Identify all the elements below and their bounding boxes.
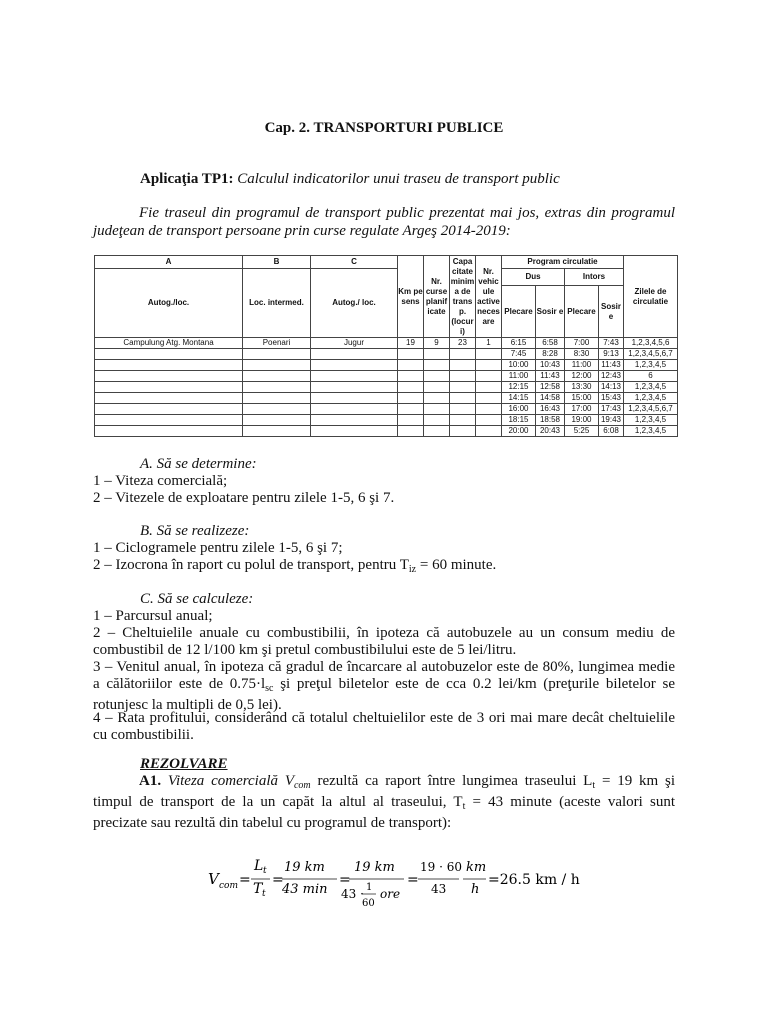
cell-empty: [424, 426, 450, 437]
cell-empty: [311, 426, 398, 437]
cell-empty: [95, 360, 243, 371]
table-row: [95, 349, 678, 360]
col-header-plecare-dus: Plecare: [502, 286, 536, 338]
cell-empty: [398, 382, 424, 393]
a1-text-3: = 43 minute (aceste valori sunt precizate sau rezultă din tabelul cu programul de transport):: [93, 794, 676, 831]
section-a-heading: A. Să se determine:: [140, 456, 257, 472]
page-title: Cap. 2. TRANSPORTURI PUBLICE: [264, 120, 504, 136]
formula-f3-ore: ore: [380, 887, 401, 901]
cell-empty: [476, 426, 502, 437]
cell-zile: 1,2,3,4,5: [624, 415, 678, 426]
cell-empty: [398, 415, 424, 426]
cell-loc-intermed: Poenari: [243, 338, 311, 349]
cell-empty: [424, 404, 450, 415]
cell-empty: [243, 404, 311, 415]
section-c-item-3-text-end: şi preţul biletelor este de cca 0.2 lei/km (preţurile biletelor se rotunjesc la multipli de 0,5 lei).: [93, 676, 675, 713]
cell-curse: 9: [424, 338, 450, 349]
cell-sosire-dus: 12:58: [536, 382, 565, 393]
cell-empty: [95, 349, 243, 360]
cell-sosire-intors: 14:13: [599, 382, 624, 393]
col-header-capacitate: Capa citate minim a de trans p. (locur i): [450, 256, 475, 336]
section-b-item-2-text-end: = 60 minute.: [416, 557, 497, 573]
a1-paragraph: [93, 773, 675, 832]
col-header-autog-2: Autog./ loc.: [311, 269, 398, 338]
cell-zile: 1,2,3,4,5,6: [624, 338, 678, 349]
col-header-km: Km pe sens: [398, 256, 424, 338]
cell-sosire-dus: 11:43: [536, 371, 565, 382]
cell-empty: [450, 393, 476, 404]
table-row: [95, 426, 678, 437]
schedule-table: [94, 255, 678, 437]
cell-empty: [243, 426, 311, 437]
cell-empty: [450, 360, 476, 371]
cell-empty: [398, 371, 424, 382]
formula-eq-2: =: [272, 872, 284, 888]
a1-text-2: = 19 km şi timpul de transport de la un capăt la altul al traseului, T: [93, 773, 675, 810]
intro-paragraph: Fie traseul din programul de transport public prezentat mai jos, extras din programul judeţean de transport persoane prin curse regulate Argeş 2014-2019:: [93, 205, 675, 239]
section-b-item-2-sub: iz: [408, 564, 417, 575]
cell-empty: [398, 404, 424, 415]
formula-f3-den-a: 43 ·: [341, 887, 364, 901]
application-subtitle: Calculul indicatorilor unui traseu de transport public: [237, 171, 560, 187]
formula-v: V: [208, 870, 219, 888]
section-a-item-2: 2 – Vitezele de exploatare pentru zilele 1-5, 6 şi 7.: [93, 490, 395, 506]
formula-tt: T: [253, 881, 263, 897]
cell-sosire-intors: 15:43: [599, 393, 624, 404]
cell-empty: [424, 371, 450, 382]
formula-f5-den: h: [471, 882, 480, 897]
col-header-vehicule: Nr. vehic ule active neces are: [476, 256, 502, 338]
cell-plecare-intors: 5:25: [565, 426, 599, 437]
cell-sosire-intors: 6:08: [599, 426, 624, 437]
col-header-c: C: [311, 256, 398, 269]
cell-sosire-dus: 8:28: [536, 349, 565, 360]
formula-f4-den: 43: [431, 882, 447, 896]
cell-sosire-intors: 9:13: [599, 349, 624, 360]
cell-empty: [311, 349, 398, 360]
cell-plecare-intors: 15:00: [565, 393, 599, 404]
table-body: [95, 338, 678, 437]
cell-plecare-dus: 7:45: [502, 349, 536, 360]
cell-empty: [398, 349, 424, 360]
section-b-item-2-text: 2 – Izocrona în raport cu polul de transport, pentru T: [93, 557, 409, 573]
cell-plecare-dus: 6:15: [502, 338, 536, 349]
cell-sosire-intors: 17:43: [599, 404, 624, 415]
cell-plecare-dus: 14:15: [502, 393, 536, 404]
cell-empty: [95, 393, 243, 404]
cell-zile: 1,2,3,4,5,6,7: [624, 349, 678, 360]
col-header-a: A: [95, 256, 243, 269]
cell-empty: [450, 426, 476, 437]
velocity-formula: [206, 856, 580, 916]
cell-zile: 6: [624, 371, 678, 382]
section-c-item-3-text: 3 – Venitul anual, în ipoteza că gradul de încarcare al autobuzelor este de 80%, lungimea medie a călătoriilor este de 0.75·l: [93, 659, 675, 692]
a1-text-1: rezultă ca raport între lungimea traseului L: [310, 773, 593, 789]
cell-sosire-dus: 18:58: [536, 415, 565, 426]
cell-sosire-dus: 20:43: [536, 426, 565, 437]
cell-empty: [424, 382, 450, 393]
cell-sosire-dus: 10:43: [536, 360, 565, 371]
cell-empty: [243, 360, 311, 371]
formula-eq-4: =: [407, 872, 419, 888]
cell-empty: [311, 382, 398, 393]
cell-km: 19: [398, 338, 424, 349]
formula-lt-sub: t: [263, 866, 267, 876]
application-title: [140, 171, 560, 188]
cell-empty: [424, 349, 450, 360]
cell-zile: 1,2,3,4,5: [624, 426, 678, 437]
cell-plecare-intors: 19:00: [565, 415, 599, 426]
section-c-item-1: 1 – Parcursul anual;: [93, 608, 213, 624]
section-c-heading: C. Să se calculeze:: [140, 591, 254, 607]
table-row: [95, 371, 678, 382]
cell-empty: [95, 415, 243, 426]
section-b-heading: B. Să se realizeze:: [140, 523, 250, 539]
section-b-item-1: 1 – Ciclogramele pentru zilele 1-5, 6 şi 7;: [93, 540, 343, 556]
table-row: [95, 360, 678, 371]
table-row: [95, 382, 678, 393]
table-row: [95, 393, 678, 404]
cell-empty: [243, 393, 311, 404]
cell-empty: [311, 371, 398, 382]
cell-empty: [476, 382, 502, 393]
cell-empty: [95, 371, 243, 382]
formula-eq-1: =: [239, 872, 251, 888]
cell-zile: 1,2,3,4,5: [624, 360, 678, 371]
col-header-loc-intermed: Loc. intermed.: [243, 269, 311, 338]
formula-f3-num: 19 km: [354, 860, 395, 875]
section-c-item-3: [93, 659, 675, 714]
col-header-autog-1: Autog./loc.: [95, 269, 243, 338]
cell-empty: [95, 382, 243, 393]
cell-plecare-intors: 13:30: [565, 382, 599, 393]
cell-empty: [398, 426, 424, 437]
col-header-program: Program circulatie: [502, 256, 624, 269]
cell-empty: [398, 393, 424, 404]
cell-sosire-intors: 19:43: [599, 415, 624, 426]
cell-empty: [243, 415, 311, 426]
cell-plecare-intors: 11:00: [565, 360, 599, 371]
formula-lt: L: [254, 858, 264, 874]
cell-plecare-dus: 16:00: [502, 404, 536, 415]
cell-plecare-dus: 12:15: [502, 382, 536, 393]
cell-empty: [450, 404, 476, 415]
cell-vehicule: 1: [476, 338, 502, 349]
cell-sosire-dus: 16:43: [536, 404, 565, 415]
cell-empty: [424, 393, 450, 404]
cell-empty: [424, 360, 450, 371]
cell-empty: [476, 349, 502, 360]
formula-result: =26.5 km / h: [488, 872, 580, 888]
table-row: [95, 415, 678, 426]
cell-sosire-intors: 11:43: [599, 360, 624, 371]
col-header-sosire-intors: Sosir e: [599, 286, 624, 338]
section-c-item-2: 2 – Cheltuielile anuale cu combustibilii, în ipoteza că autobuzele au un consum mediu de combustibil de 12 l/100 km şi pretul combustibilului este de 5 lei/litru.: [93, 625, 675, 658]
formula-f3-sixty: 60: [362, 898, 375, 909]
cell-plecare-dus: 20:00: [502, 426, 536, 437]
cell-empty: [243, 349, 311, 360]
cell-empty: [476, 371, 502, 382]
cell-empty: [476, 415, 502, 426]
table-row: [95, 338, 678, 349]
cell-empty: [476, 404, 502, 415]
cell-plecare-intors: 8:30: [565, 349, 599, 360]
cell-plecare-intors: 12:00: [565, 371, 599, 382]
a1-sub-lt: t: [592, 780, 596, 791]
col-header-curse: Nr. curse planif icate: [424, 256, 450, 338]
table-header: [95, 256, 678, 338]
cell-plecare-dus: 10:00: [502, 360, 536, 371]
cell-plecare-dus: 11:00: [502, 371, 536, 382]
cell-empty: [450, 349, 476, 360]
table-row: [95, 404, 678, 415]
formula-f4-num: 19 · 60: [420, 860, 462, 874]
cell-sosire-intors: 7:43: [599, 338, 624, 349]
a1-label: A1.: [139, 773, 162, 789]
cell-empty: [398, 360, 424, 371]
cell-sosire-intors: 12:43: [599, 371, 624, 382]
formula-eq-3: =: [339, 872, 351, 888]
cell-capacitate: 23: [450, 338, 476, 349]
cell-empty: [450, 415, 476, 426]
rezolvare-heading: REZOLVARE: [140, 756, 228, 772]
section-b-item-2: [93, 557, 675, 578]
formula-f2-num: 19 km: [284, 860, 325, 875]
a1-italic-sub: com: [293, 780, 311, 791]
section-c-item-4: 4 – Rata profitului, considerând că totalul cheltuielilor este de 3 ori mai mare decât cheltuielile cu combustibilii.: [93, 710, 675, 743]
cell-empty: [243, 382, 311, 393]
cell-zile: 1,2,3,4,5,6,7: [624, 404, 678, 415]
cell-autog-start: Campulung Atg. Montana: [95, 338, 243, 349]
cell-plecare-dus: 18:15: [502, 415, 536, 426]
cell-zile: 1,2,3,4,5: [624, 393, 678, 404]
cell-sosire-dus: 14:58: [536, 393, 565, 404]
formula-f2-den: 43 min: [282, 882, 328, 897]
a1-sub-tt: t: [462, 801, 466, 812]
cell-empty: [424, 415, 450, 426]
formula-f3-one: 1: [366, 882, 373, 893]
a1-italic: Viteza comercială V: [167, 773, 294, 789]
col-header-zile: Zilele de circulatie: [624, 256, 678, 338]
col-header-plecare-intors: Plecare: [565, 286, 599, 338]
formula-v-sub: com: [219, 881, 238, 891]
cell-empty: [450, 371, 476, 382]
cell-empty: [476, 393, 502, 404]
cell-empty: [95, 426, 243, 437]
formula-tt-sub: t: [262, 889, 266, 899]
cell-empty: [311, 404, 398, 415]
col-header-intors: Intors: [565, 269, 624, 286]
cell-empty: [95, 404, 243, 415]
section-a-item-1: 1 – Viteza comercială;: [93, 473, 228, 489]
section-c-item-3-sub: sc: [265, 683, 274, 694]
col-header-b: B: [243, 256, 311, 269]
cell-empty: [450, 382, 476, 393]
cell-empty: [311, 393, 398, 404]
application-label: Aplicaţia TP1:: [140, 171, 234, 187]
cell-plecare-intors: 7:00: [565, 338, 599, 349]
cell-autog-end: Jugur: [311, 338, 398, 349]
cell-plecare-intors: 17:00: [565, 404, 599, 415]
cell-empty: [476, 360, 502, 371]
col-header-dus: Dus: [502, 269, 565, 286]
cell-empty: [311, 360, 398, 371]
cell-empty: [311, 415, 398, 426]
cell-sosire-dus: 6:58: [536, 338, 565, 349]
col-header-sosire-dus: Sosir e: [536, 286, 565, 338]
cell-empty: [243, 371, 311, 382]
cell-zile: 1,2,3,4,5: [624, 382, 678, 393]
formula-f5-num: km: [466, 860, 487, 875]
